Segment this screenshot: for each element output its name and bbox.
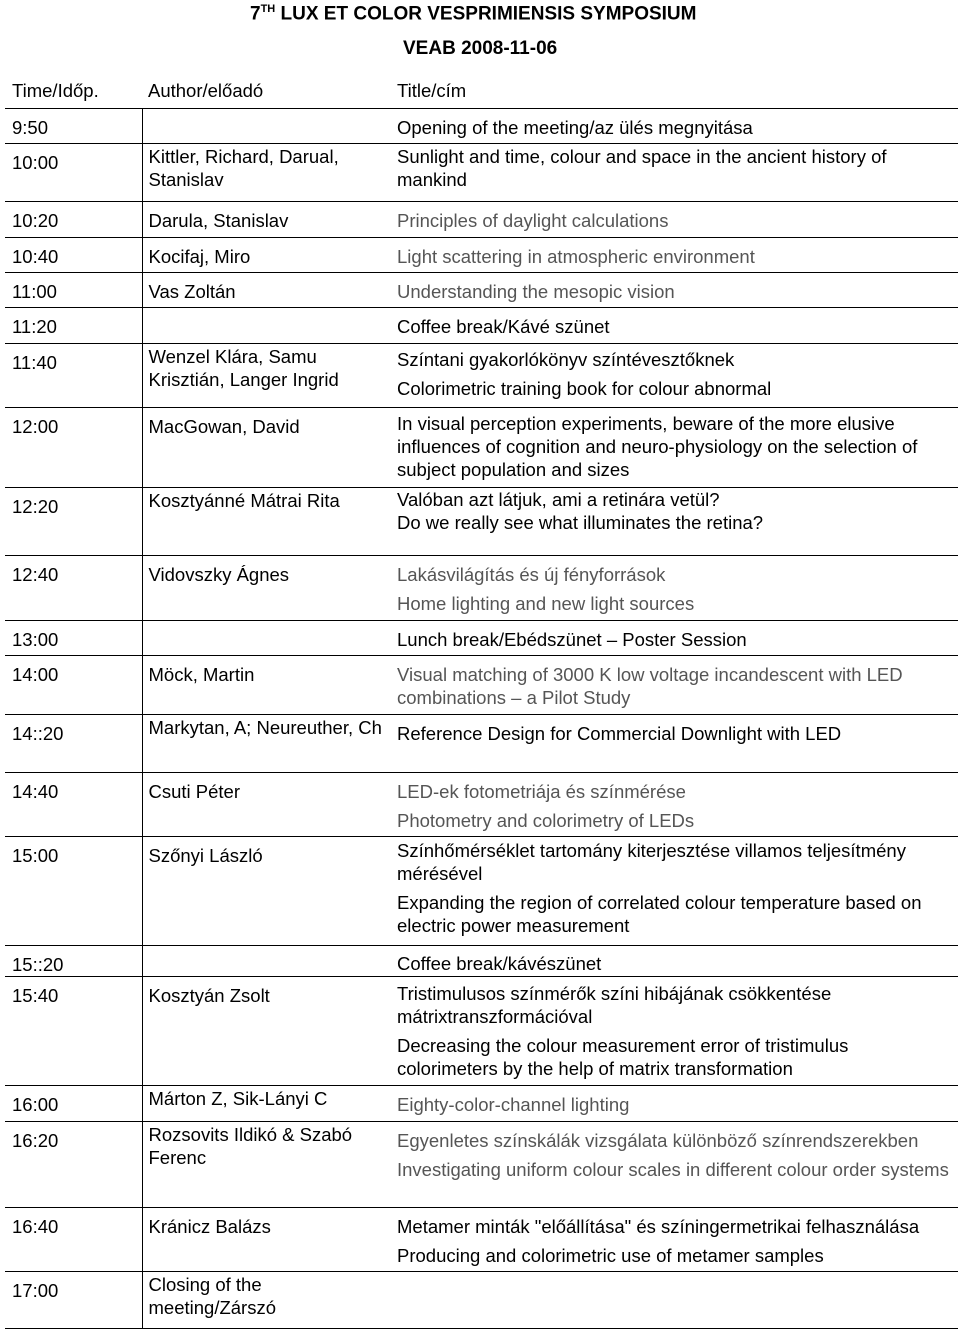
talk-title-line: Színhőmérséklet tartomány kiterjesztése villamos teljesítmény mérésével	[397, 839, 906, 884]
talk-title-line: Valóban azt látjuk, ami a retinára vetül?	[397, 488, 720, 510]
time-cell: 10:40	[5, 237, 142, 272]
author-cell: Kosztyánné Mátrai Rita	[142, 487, 393, 555]
program-row	[5, 272, 958, 307]
time-cell: 15:40	[5, 976, 142, 1085]
talk-title-line: Principles of daylight calculations	[397, 209, 669, 231]
title-rest: LUX ET COLOR VESPRIMIENSIS SYMPOSIUM	[275, 3, 697, 25]
program-row	[5, 108, 958, 143]
title-cell	[393, 1271, 958, 1328]
program-row	[5, 655, 958, 714]
program-row	[5, 343, 958, 407]
title-cell	[393, 343, 958, 407]
title-cell	[393, 201, 958, 237]
author-cell: Kocifaj, Miro	[142, 237, 393, 272]
talk-title-line: Coffee break/Kávé szünet	[397, 315, 610, 337]
program-row	[5, 976, 958, 1085]
talk-title-line: Photometry and colorimetry of LEDs	[397, 809, 695, 831]
time-cell: 12:40	[5, 555, 142, 620]
talk-title-line: Lakásvilágítás és új fényforrások	[397, 563, 666, 585]
talk-title-line: Coffee break/kávészünet	[397, 952, 602, 974]
time-cell: 15:00	[5, 836, 142, 945]
time-cell: 11:20	[5, 307, 142, 343]
time-cell: 16:20	[5, 1121, 142, 1207]
program-row	[5, 201, 958, 237]
time-cell: 16:00	[5, 1085, 142, 1121]
symposium-title	[250, 3, 696, 25]
author-cell: Closing of the meeting/Zárszó	[142, 1271, 393, 1328]
program-row	[5, 143, 958, 201]
program-row	[5, 945, 958, 976]
talk-title-line: Expanding the region of correlated colour temperature based on electric power measurement	[397, 891, 922, 936]
time-cell: 10:00	[5, 143, 142, 201]
header-row	[5, 73, 958, 108]
time-cell: 14:40	[5, 772, 142, 836]
program-row	[5, 555, 958, 620]
author-cell	[142, 945, 393, 976]
program-row	[5, 714, 958, 772]
author-cell: MacGowan, David	[142, 407, 393, 487]
column-header-time: Time/Időp.	[12, 80, 99, 101]
author-cell: Vidovszky Ágnes	[142, 555, 393, 620]
author-cell: Kittler, Richard, Darual, Stanislav	[142, 143, 393, 201]
talk-title-line: Visual matching of 3000 K low voltage incandescent with LED combinations – a Pilot Study	[397, 663, 903, 708]
talk-title-line: Producing and colorimetric use of metamer samples	[397, 1244, 824, 1266]
time-cell: 12:00	[5, 407, 142, 487]
column-header-author: Author/előadó	[148, 80, 264, 101]
talk-title-line: Eighty-color-channel lighting	[397, 1093, 630, 1115]
title-cell	[393, 407, 958, 487]
program-row	[5, 772, 958, 836]
title-cell	[393, 945, 958, 976]
title-cell	[393, 307, 958, 343]
program-row	[5, 307, 958, 343]
title-cell	[393, 555, 958, 620]
title-cell	[393, 1207, 958, 1271]
author-cell	[142, 307, 393, 343]
talk-title-line: Decreasing the colour measurement error of tristimulus colorimeters by the help of matrix transformation	[397, 1034, 849, 1079]
title-cell	[393, 487, 958, 555]
author-cell: Márton Z, Sik-Lányi C	[142, 1085, 393, 1121]
author-cell	[142, 620, 393, 655]
title-cell	[393, 714, 958, 772]
talk-title-line: Színtani gyakorlókönyv színtévesztőknek	[397, 348, 735, 370]
title-cell	[393, 1085, 958, 1121]
program-row	[5, 620, 958, 655]
talk-title-line: Understanding the mesopic vision	[397, 280, 675, 302]
author-cell: Vas Zoltán	[142, 272, 393, 307]
author-cell: Wenzel Klára, Samu Krisztián, Langer Ingrid	[142, 343, 393, 407]
author-cell: Darula, Stanislav	[142, 201, 393, 237]
talk-title-line: Investigating uniform colour scales in different colour order systems	[397, 1158, 949, 1180]
time-cell: 15::20	[5, 945, 142, 976]
symposium-date: VEAB 2008-11-06	[403, 38, 558, 59]
title-cell	[393, 108, 958, 143]
talk-title-line: Tristimulusos színmérők színi hibájának csökkentése mátrixtranszformációval	[397, 982, 832, 1027]
title-cell	[393, 772, 958, 836]
talk-title-line: Home lighting and new light sources	[397, 592, 695, 614]
talk-title-line: Colorimetric training book for colour abnormal	[397, 377, 772, 399]
time-cell: 14::20	[5, 714, 142, 772]
author-cell: Szőnyi László	[142, 836, 393, 945]
program-row	[5, 1271, 958, 1328]
time-cell: 9:50	[5, 108, 142, 143]
talk-title-line: Do we really see what illuminates the retina?	[397, 511, 764, 533]
talk-title-line: Opening of the meeting/az ülés megnyitása	[397, 116, 753, 138]
author-cell: Rozsovits Ildikó & Szabó Ferenc	[142, 1121, 393, 1207]
program-row	[5, 237, 958, 272]
program-row	[5, 1121, 958, 1207]
time-cell: 10:20	[5, 201, 142, 237]
column-header-title: Title/cím	[397, 80, 467, 101]
author-cell: Möck, Martin	[142, 655, 393, 714]
program-row	[5, 1085, 958, 1121]
program-table	[5, 73, 958, 1329]
talk-title-line: Metamer minták "előállítása" és színingermetrikai felhasználása	[397, 1215, 920, 1237]
title-cell	[393, 655, 958, 714]
talk-title-line: Lunch break/Ebédszünet – Poster Session	[397, 628, 747, 650]
title-cell	[393, 237, 958, 272]
title-cell	[393, 143, 958, 201]
time-cell: 11:40	[5, 343, 142, 407]
author-cell: Csuti Péter	[142, 772, 393, 836]
program-row	[5, 407, 958, 487]
program-row	[5, 836, 958, 945]
title-cell	[393, 976, 958, 1085]
title-cell	[393, 620, 958, 655]
program-row	[5, 487, 958, 555]
time-cell: 17:00	[5, 1271, 142, 1328]
title-cell	[393, 1121, 958, 1207]
time-cell: 14:00	[5, 655, 142, 714]
talk-title-line: LED-ek fotometriája és színmérése	[397, 780, 686, 802]
title-superscript: TH	[260, 3, 276, 15]
talk-title-line: Sunlight and time, colour and space in the ancient history of mankind	[397, 145, 887, 190]
author-cell	[142, 108, 393, 143]
title-cell	[393, 272, 958, 307]
program-row	[5, 1207, 958, 1271]
time-cell: 11:00	[5, 272, 142, 307]
title-cell	[393, 836, 958, 945]
title-ordinal: 7	[250, 3, 261, 25]
author-cell: Kosztyán Zsolt	[142, 976, 393, 1085]
talk-title-line: Reference Design for Commercial Downlight with LED	[397, 722, 842, 744]
author-cell: Kránicz Balázs	[142, 1207, 393, 1271]
talk-title-line: Light scattering in atmospheric environment	[397, 245, 755, 267]
time-cell: 12:20	[5, 487, 142, 555]
author-cell: Markytan, A; Neureuther, Ch	[142, 714, 393, 772]
talk-title-line: Egyenletes színskálák vizsgálata különböző színrendszerekben	[397, 1129, 919, 1151]
time-cell: 13:00	[5, 620, 142, 655]
talk-title-line: In visual perception experiments, beware of the more elusive influences of cognition and neuro-physiology on the selection of subject population and sizes	[397, 412, 918, 480]
time-cell: 16:40	[5, 1207, 142, 1271]
